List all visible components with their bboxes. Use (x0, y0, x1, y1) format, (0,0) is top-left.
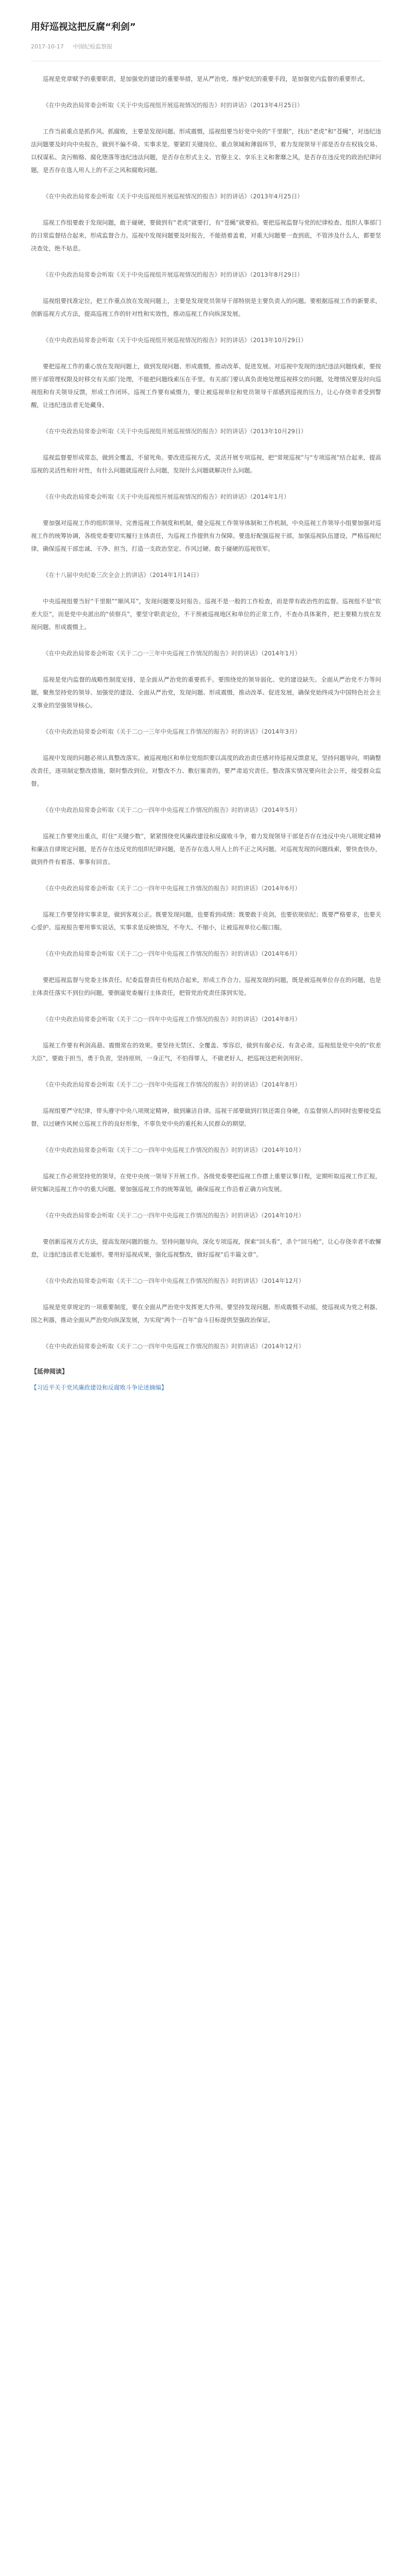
body-paragraph: 巡视工作必须坚持党的领导，在党中央统一领导下开展工作。各级党委要把巡视工作摆上重要议事日程，定期听取巡视工作汇报，研究解决巡视工作中的重大问题。要加强巡视工作的统筹谋划，确保巡视工作沿着正确方向发展。 (31, 1173, 381, 1193)
citation-paragraph: 《在中央政治局常委会听取《关于中央巡视组开展巡视情况的报告》时的讲话》（2014年1月） (43, 493, 290, 500)
citation-paragraph: 《在中央政治局常委会听取《关于二○一四年中央巡视工作情况的报告》时的讲话》（2014年6月） (43, 885, 301, 892)
related-article-link[interactable]: 【习近平关于党风廉政建设和反腐败斗争论述摘编】 (31, 1384, 167, 1391)
body-paragraph: 巡视是党章赋予的重要职责，是加强党的建设的重要举措，是从严治党、维护党纪的重要手段，是加强党内监督的重要形式。 (43, 75, 369, 82)
body-paragraph: 巡视工作要有利剑高悬、震慑常在的效果。要坚持无禁区、全覆盖、零容忍，做到有腐必反、有贪必肃。巡视组是党中央的“钦差大臣”，要敢于担当，勇于负责，坚持原则，一身正气，不怕得罪人，不做老好人，把巡视这把利剑用好。 (31, 1042, 381, 1062)
citation-paragraph: 《在中央政治局常委会听取《关于二○一四年中央巡视工作情况的报告》时的讲话》（2014年10月） (43, 1146, 305, 1154)
citation-paragraph: 《在中央政治局常委会听取《关于二○一四年中央巡视工作情况的报告》时的讲话》（2014年8月） (43, 1081, 301, 1088)
body-paragraph: 巡视工作要坚持实事求是，做到客观公正。既要发现问题，也要看到成绩；既要敢于亮剑，也要依规依纪；既要严格要求，也要关心爱护。巡视报告要用事实说话，实事求是反映情况，不夸大、不缩小，让被巡视单位心服口服。 (31, 911, 381, 931)
body-paragraph: 巡视监督要形成常态，做到全覆盖，不留死角。要改进巡视方式，灵活开展专项巡视，把“常规巡视”与“专项巡视”结合起来，提高巡视的灵活性和针对性，有什么问题就巡视什么问题，发现什么问题就解决什么问题。 (31, 454, 381, 474)
citation-paragraph: 《在中央政治局常委会听取《关于中央巡视组开展巡视情况的报告》时的讲话》（2013年4月25日） (43, 101, 303, 109)
citation-paragraph: 《在中央政治局常委会听取《关于二○一三年中央巡视工作情况的报告》时的讲话》（2014年1月） (43, 650, 301, 657)
citation-paragraph: 《在中央政治局常委会听取《关于二○一四年中央巡视工作情况的报告》时的讲话》（2014年8月） (43, 1015, 301, 1023)
body-paragraph: 要创新巡视方式方法，提高发现问题的能力。坚持问题导向，深化专项巡视，探索“回头看”，杀个“回马枪”，让心存侥幸者不敢懈怠，让违纪违法者无处遁形。要用好巡视成果，强化巡视整改，做好巡视“后半篇文章”。 (31, 1238, 381, 1258)
body-paragraph: 巡视组要找准定位，把工作重点放在发现问题上，主要是发现党员领导干部特别是主要负责人的问题。要根据巡视工作的新要求，创新巡视方式方法，提高巡视工作的针对性和实效性，推动巡视工作向纵深发展。 (31, 297, 381, 317)
citation-paragraph: 《在中央政治局常委会听取《关于中央巡视组开展巡视情况的报告》时的讲话》（2013年4月25日） (43, 193, 303, 200)
citation-paragraph: 《在中央政治局常委会听取《关于二○一三年中央巡视工作情况的报告》时的讲话》（2014年3月） (43, 728, 301, 735)
citation-paragraph: 《在中央政治局常委会听取《关于二○一四年中央巡视工作情况的报告》时的讲话》（2014年5月） (43, 806, 301, 814)
body-paragraph: 巡视工作要突出重点，盯住“关键少数”，紧紧围绕党风廉政建设和反腐败斗争，着力发现领导干部是否存在违反中央八项规定精神和廉洁自律规定问题，是否存在违反党的组织纪律问题，是否存在选人用人上的不正之风问题。对巡视发现的问题线索，要快查快办，做到件件有着落、事事有回音。 (31, 833, 381, 866)
body-paragraph: 要加强对巡视工作的组织领导，完善巡视工作制度和机制，健全巡视工作领导体制和工作机制，中央巡视工作领导小组要加强对巡视工作的统筹协调，各级党委要切实履行主体责任，为巡视工作提供有力保障。要选好配强巡视干部，加强巡视队伍建设，严格巡视纪律，确保巡视干部忠诚、干净、担当，打造一支政治坚定、作风过硬、敢于碰硬的巡视铁军。 (31, 519, 381, 552)
citation-paragraph: 《在中央政治局常委会听取《关于二○一四年中央巡视工作情况的报告》时的讲话》（2014年6月） (43, 950, 301, 957)
publish-date: 2017-10-17 (31, 43, 64, 50)
body-paragraph: 巡视工作组要敢于发现问题，敢于碰硬，要做到有“老虎”就要打，有“苍蝇”就要拍。要把巡视监督与党的纪律检查、组织人事部门的日常监督结合起来，形成监督合力。巡视中发现问题要及时报告，不能捂着盖着，对重大问题要一查到底，不管涉及什么人，都要坚决查处，绝不姑息。 (31, 219, 381, 252)
body-paragraph: 巡视是党内监督的战略性制度安排，是全面从严治党的重要抓手。要围绕党的领导弱化、党的建设缺失、全面从严治党不力等问题，聚焦坚持党的领导、加强党的建设、全面从严治党，发现问题、形成震慑，推动改革、促进发展，确保党始终成为中国特色社会主义事业的坚强领导核心。 (31, 676, 381, 709)
citation-paragraph: 《在十八届中央纪委三次全会上的讲话》（2014年1月14日） (43, 571, 202, 579)
body-paragraph: 巡视是党章规定的一项重要制度，要在全面从严治党中发挥更大作用。要坚持发现问题、形成震慑不动摇，使巡视成为党之利器、国之利器，推动全面从严治党向纵深发展，为实现“两个一百年”奋斗目标提供坚强政治保证。 (31, 1303, 381, 1324)
citation-paragraph: 《在中央政治局常委会听取《关于二○一四年中央巡视工作情况的报告》时的讲话》（2014年12月） (43, 1343, 305, 1350)
citation-paragraph: 《在中央政治局常委会听取《关于二○一四年中央巡视工作情况的报告》时的讲话》（2014年12月） (43, 1277, 305, 1284)
article-body (31, 73, 381, 1353)
body-paragraph: 巡视中发现的问题必须认真整改落实。被巡视地区和单位党组织要以高度的政治责任感对待巡视反馈意见，坚持问题导向，明确整改责任，逐项制定整改措施，限时整改到位。对整改不力、敷衍塞责的，要严肃追究责任。整改落实情况要向社会公开，接受群众监督。 (31, 754, 381, 787)
body-paragraph: 要把巡视工作的重心放在发现问题上，做到发现问题、形成震慑，推动改革、促进发展。对巡视中发现的违纪违法问题线索，要按照干部管理权限及时移交有关部门处理，不能把问题线索压在手里。有关部门要认真负责地处理巡视移交的问题，处理情况要及时向巡视组和有关领导反馈，形成工作闭环。巡视工作要有威慑力，要让被巡视单位和党员领导干部感到巡视的压力，让心存侥幸者受到警醒，让违纪违法者无处藏身。 (31, 363, 381, 409)
body-paragraph: 要把巡视监督与党委主体责任、纪委监督责任有机结合起来，形成工作合力。巡视发现的问题，既是被巡视单位存在的问题，也是主体责任落实不到位的问题，要倒逼党委履行主体责任，把管党治党责任落到实处。 (31, 976, 381, 996)
article-meta (31, 42, 381, 52)
body-paragraph: 巡视组要严守纪律，带头遵守中央八项规定精神，做到廉洁自律。巡视干部要做到打铁还需自身硬，在监督别人的同时也要接受监督，以过硬作风树立巡视工作的良好形象，不辜负党中央的重托和人民群众的期望。 (31, 1107, 381, 1127)
citation-paragraph: 《在中央政治局常委会听取《关于中央巡视组开展巡视情况的报告》时的讲话》（2013年10月29日） (43, 428, 307, 435)
body-paragraph: 工作当前重点是抓作风、抓腐败，主要是发现问题、形成震慑，巡视组要当好党中央的“千里眼”，找出“老虎”和“苍蝇”，对违纪违法问题要及时向中央报告，做到不偏不倚、实事求是。要紧盯关键岗位、重点领域和薄弱环节，着力发现领导干部是否存在权钱交易、以权谋私、贪污贿赂、腐化堕落等违纪违法问题，是否存在形式主义、官僚主义、享乐主义和奢靡之风，是否存在违反党的政治纪律问题，是否存在选人用人上的不正之风和腐败问题。 (31, 128, 381, 174)
citation-paragraph: 《在中央政治局常委会听取《关于中央巡视组开展巡视情况的报告》时的讲话》（2013年8月29日） (43, 271, 303, 278)
citation-paragraph: 《在中央政治局常委会听取《关于中央巡视组开展巡视情况的报告》时的讲话》（2013年10月29日） (43, 336, 307, 344)
extended-reading-label: 【延伸阅读】 (31, 1368, 68, 1375)
citation-paragraph: 《在中央政治局常委会听取《关于二○一四年中央巡视工作情况的报告》时的讲话》（2014年10月） (43, 1212, 305, 1219)
article-source: 中国纪检监察报 (73, 43, 113, 50)
page-title: 用好巡视这把反腐“利剑” (31, 22, 136, 32)
body-paragraph: 中央巡视组要当好“千里眼”“顺风耳”，发现问题要及时报告。巡视不是一般的工作检查，而是带有政治性的监督。巡视组不是“钦差大臣”，而是党中央派出的“侦察兵”，要坚守职责定位，不干预被巡视地区和单位的正常工作，不查办具体案件，把主要精力放在发现问题、形成震慑上。 (31, 598, 381, 631)
